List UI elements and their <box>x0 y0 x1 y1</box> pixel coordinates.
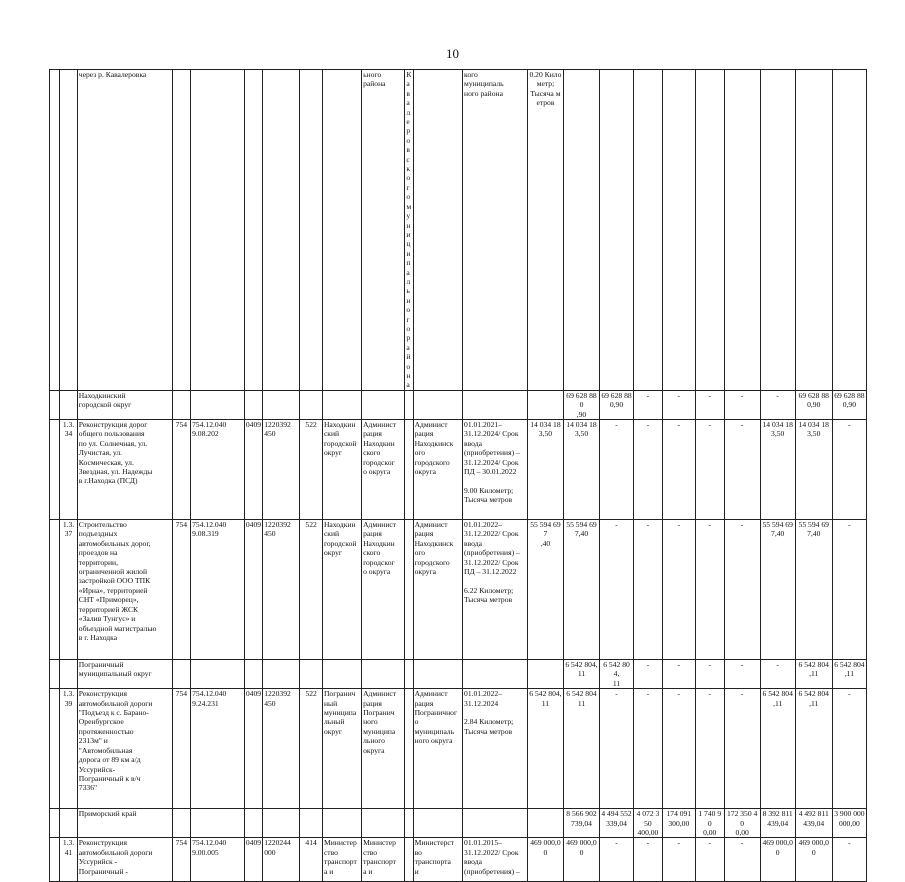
table-cell <box>634 70 663 391</box>
table-cell <box>191 390 245 419</box>
table-cell <box>244 70 263 391</box>
table-cell: Реконструкция дорог общего пользования по ул. Солнечная, ул. Лучистая, ул. Космическая, ул. Звездная, ул. Надежды в г.Находка (ПСД) <box>77 420 172 520</box>
table-cell <box>322 390 361 419</box>
table-cell: 522 <box>300 689 323 809</box>
table-cell <box>263 809 300 838</box>
table-cell: - <box>662 838 695 882</box>
table-cell: 1 740 90 0,00 <box>695 809 724 838</box>
table-cell: - <box>695 390 724 419</box>
table-cell: - <box>695 689 724 809</box>
table-cell <box>60 70 78 391</box>
table-cell <box>463 390 528 419</box>
table-cell <box>191 660 245 689</box>
table-cell <box>322 809 361 838</box>
table-cell <box>662 70 695 391</box>
table-cell: 754.12.040 9.24.231 <box>191 689 245 809</box>
table-cell: 469 000,0 0 <box>795 838 832 882</box>
table-cell: 522 <box>300 520 323 660</box>
table-cell: Админист рация Находкинск ого городского округа <box>413 520 462 660</box>
table-cell: Строительство подъездных автомобильных дорог, проездов на территории, ограниченной жилой застройкой ООО ТПК «Ирна», территорией СНТ «Приморец», территорией ЖСК «Залив Тунгус» и объездной магистралью в г. Находка <box>77 520 172 660</box>
table-cell: 55 594 69 7,40 <box>795 520 832 660</box>
table-cell: Реконструкция автомобильной дороги Уссурийск - Пограничный - <box>77 838 172 882</box>
table-cell: - <box>832 520 866 660</box>
table-cell: Реконструкция автомобильной дороги "Подъезд к с. Барано- Оренбургское протяженностью 2313м" и "Автомобильная дорога от 89 км а/д Уссурийск- Пограничный к в/ч 7336" <box>77 689 172 809</box>
table-cell: Находкин ский городской округ <box>322 420 361 520</box>
table-cell: - <box>600 838 634 882</box>
table-cell: через р. Кавалеровка <box>77 70 172 391</box>
table-cell: Приморский край <box>77 809 172 838</box>
table-cell <box>600 70 634 391</box>
table-cell <box>362 390 405 419</box>
table-row <box>50 838 867 882</box>
table-cell <box>527 809 563 838</box>
table-cell: Админист рация Находкин ского городског о округа <box>362 420 405 520</box>
table-cell: 0409 <box>244 689 263 809</box>
table-cell: 4 072 350 400,00 <box>634 809 663 838</box>
table-cell: - <box>760 660 795 689</box>
table-cell: 469 000,0 0 <box>760 838 795 882</box>
table-cell: 0.20 Километр; Тысяча метров <box>527 70 563 391</box>
table-cell: - <box>695 660 724 689</box>
table-cell: - <box>724 420 760 520</box>
table-cell: Министер ство транспорт а и <box>322 838 361 882</box>
table-cell: 6 542 804 ,11 <box>760 689 795 809</box>
table-cell: 0409 <box>244 420 263 520</box>
table-cell: 69 628 88 0,90 <box>795 390 832 419</box>
table-cell <box>405 838 413 882</box>
table-cell <box>760 70 795 391</box>
table-cell: 6 542 804, 11 <box>527 689 563 809</box>
table-cell <box>322 70 361 391</box>
table-row <box>50 660 867 689</box>
table-row <box>50 420 867 520</box>
table-cell: Пограничный муниципальный округ <box>77 660 172 689</box>
table-cell: - <box>634 689 663 809</box>
table-cell <box>362 660 405 689</box>
table-cell <box>50 390 60 419</box>
table-cell <box>50 809 60 838</box>
table-cell <box>50 838 60 882</box>
table-cell: 0409 <box>244 520 263 660</box>
table-cell: 6 542 804, 11 <box>563 660 599 689</box>
table-cell: 469 000,0 0 <box>527 838 563 882</box>
table-cell: 4 494 552 339,04 <box>600 809 634 838</box>
table-cell <box>263 390 300 419</box>
table-cell: - <box>832 689 866 809</box>
table-cell <box>60 660 78 689</box>
table-row <box>50 520 867 660</box>
table-cell <box>832 70 866 391</box>
table-cell: 1.3.34 <box>60 420 78 520</box>
table-cell <box>172 70 191 391</box>
table-cell: кого муниципаль ного района <box>463 70 528 391</box>
table-cell: 69 628 88 0,90 <box>600 390 634 419</box>
table-cell <box>172 390 191 419</box>
table-cell <box>405 689 413 809</box>
table-cell: 69 628 880 ,90 <box>563 390 599 419</box>
table-cell: - <box>832 838 866 882</box>
table-cell: 4 492 811 439,04 <box>795 809 832 838</box>
table-cell <box>724 70 760 391</box>
table-cell <box>405 390 413 419</box>
table-cell: Министер ство транспорт а и <box>362 838 405 882</box>
table-cell: 55 594 697 ,40 <box>527 520 563 660</box>
table-cell: Админист рация Погранич ного муниципа льного округа <box>362 689 405 809</box>
table-cell: 754 <box>172 838 191 882</box>
table-cell: - <box>760 390 795 419</box>
table-cell: 1220244 000 <box>263 838 300 882</box>
table-cell: 0409 <box>244 838 263 882</box>
table-cell <box>362 809 405 838</box>
table-cell: - <box>600 520 634 660</box>
table-cell: - <box>724 838 760 882</box>
table-cell: 1.3.37 <box>60 520 78 660</box>
table-cell <box>300 809 323 838</box>
table-cell: Находкин ский городской округ <box>322 520 361 660</box>
table-cell: 1.3.41 <box>60 838 78 882</box>
table-cell <box>300 660 323 689</box>
table-cell: - <box>634 420 663 520</box>
table-cell <box>527 660 563 689</box>
table-cell <box>300 390 323 419</box>
table-cell <box>413 70 462 391</box>
table-cell: 754.12.040 9.08.319 <box>191 520 245 660</box>
table-cell: - <box>832 420 866 520</box>
table-cell: 8 392 811 439,04 <box>760 809 795 838</box>
table-cell <box>191 809 245 838</box>
table-cell: 14 034 18 3,50 <box>760 420 795 520</box>
table-cell: ьного района <box>362 70 405 391</box>
table-cell <box>50 420 60 520</box>
table-cell: - <box>634 390 663 419</box>
table-cell <box>60 390 78 419</box>
table-cell: - <box>724 660 760 689</box>
table-cell <box>172 660 191 689</box>
table-cell: - <box>724 390 760 419</box>
table-row <box>50 70 867 391</box>
table-cell: 6 542 804 ,11 <box>795 689 832 809</box>
budget-table <box>49 69 867 882</box>
table-cell <box>413 660 462 689</box>
table-cell: 01.01.2022– 31.12.2022/ Срок ввода (приобретения) – 31.12.2022/ Срок ПД – 31.12.2022 6.22 Километр; Тысяча метров <box>463 520 528 660</box>
table-cell: - <box>695 838 724 882</box>
table-cell <box>263 660 300 689</box>
table-cell: - <box>600 689 634 809</box>
table-cell: Министерст во транспорта и <box>413 838 462 882</box>
table-cell: 69 628 88 0,90 <box>832 390 866 419</box>
table-cell <box>695 70 724 391</box>
table-cell: - <box>724 520 760 660</box>
table-cell: - <box>662 420 695 520</box>
table-row <box>50 809 867 838</box>
table-cell: Админист рация Пограничног о муниципаль ного округа <box>413 689 462 809</box>
table-cell <box>405 660 413 689</box>
table-cell: 1220392 450 <box>263 420 300 520</box>
table-cell <box>405 420 413 520</box>
table-cell: 8 566 902 739,04 <box>563 809 599 838</box>
table-cell <box>413 390 462 419</box>
table-cell: 1220392 450 <box>263 520 300 660</box>
table-cell: 414 <box>300 838 323 882</box>
table-cell: 754 <box>172 520 191 660</box>
table-cell <box>300 70 323 391</box>
table-cell: - <box>662 689 695 809</box>
table-cell <box>413 809 462 838</box>
table-cell: 3 900 000 000,00 <box>832 809 866 838</box>
table-cell: - <box>600 420 634 520</box>
table-cell <box>50 520 60 660</box>
table-cell: - <box>695 420 724 520</box>
table-cell: 754 <box>172 689 191 809</box>
table-cell: - <box>634 660 663 689</box>
table-cell: - <box>662 520 695 660</box>
table-cell: - <box>724 689 760 809</box>
page-number: 10 <box>446 46 459 61</box>
table-cell <box>463 809 528 838</box>
table-cell: Админист рация Находкинск ого городского округа <box>413 420 462 520</box>
table-row <box>50 390 867 419</box>
table-cell: - <box>695 520 724 660</box>
table-cell: - <box>662 390 695 419</box>
table-cell: Погранич ный муниципа льный округ <box>322 689 361 809</box>
table-cell: 469 000,0 0 <box>563 838 599 882</box>
table-cell: 01.01.2022– 31.12.2024 2.84 Километр; Тысяча метров <box>463 689 528 809</box>
table-cell: 14 034 18 3,50 <box>563 420 599 520</box>
table-cell: 1.3.39 <box>60 689 78 809</box>
table-cell: - <box>634 520 663 660</box>
table-cell <box>60 809 78 838</box>
table-cell: 55 594 69 7,40 <box>760 520 795 660</box>
table-cell <box>527 390 563 419</box>
table-row <box>50 689 867 809</box>
table-cell <box>405 520 413 660</box>
table-cell: - <box>662 660 695 689</box>
table-cell: 174 091 300,00 <box>662 809 695 838</box>
table-cell: 55 594 69 7,40 <box>563 520 599 660</box>
table-cell: 754.12.040 9.00.005 <box>191 838 245 882</box>
table-cell <box>50 689 60 809</box>
table-cell: 6 542 804, 11 <box>600 660 634 689</box>
table-cell <box>50 70 60 391</box>
table-cell: 6 542 804 11 <box>563 689 599 809</box>
table-cell <box>172 809 191 838</box>
table-cell <box>405 809 413 838</box>
table-cell: 754.12.040 9.08.202 <box>191 420 245 520</box>
table-cell: - <box>634 838 663 882</box>
table-cell: 14 034 18 3,50 <box>795 420 832 520</box>
table-cell: 6 542 804 ,11 <box>832 660 866 689</box>
table-cell: 1220392 450 <box>263 689 300 809</box>
table-cell <box>322 660 361 689</box>
table-cell <box>50 660 60 689</box>
table-cell <box>244 390 263 419</box>
table-cell: Админист рация Находкин ского городског о округа <box>362 520 405 660</box>
table-cell: 01.01.2021– 31.12.2024/ Срок ввода (приобретения) – 31.12.2024/ Срок ПД – 30.01.2022 9.00 Километр; Тысяча метров <box>463 420 528 520</box>
table-cell: 14 034 18 3,50 <box>527 420 563 520</box>
table-cell: Кавалеров ского муниципа льного района <box>406 70 412 390</box>
table-cell <box>463 660 528 689</box>
table-cell: 172 350 40 0,00 <box>724 809 760 838</box>
table-cell <box>563 70 599 391</box>
table-cell: 6 542 804 ,11 <box>795 660 832 689</box>
table-cell: 522 <box>300 420 323 520</box>
table-cell <box>244 660 263 689</box>
table-cell <box>263 70 300 391</box>
table-cell: Находкинский городской округ <box>77 390 172 419</box>
table-cell <box>191 70 245 391</box>
table-cell: 01.01.2015– 31.12.2022/ Срок ввода (приобретения) – <box>463 838 528 882</box>
table-cell <box>244 809 263 838</box>
table-cell: 754 <box>172 420 191 520</box>
table-cell <box>795 70 832 391</box>
